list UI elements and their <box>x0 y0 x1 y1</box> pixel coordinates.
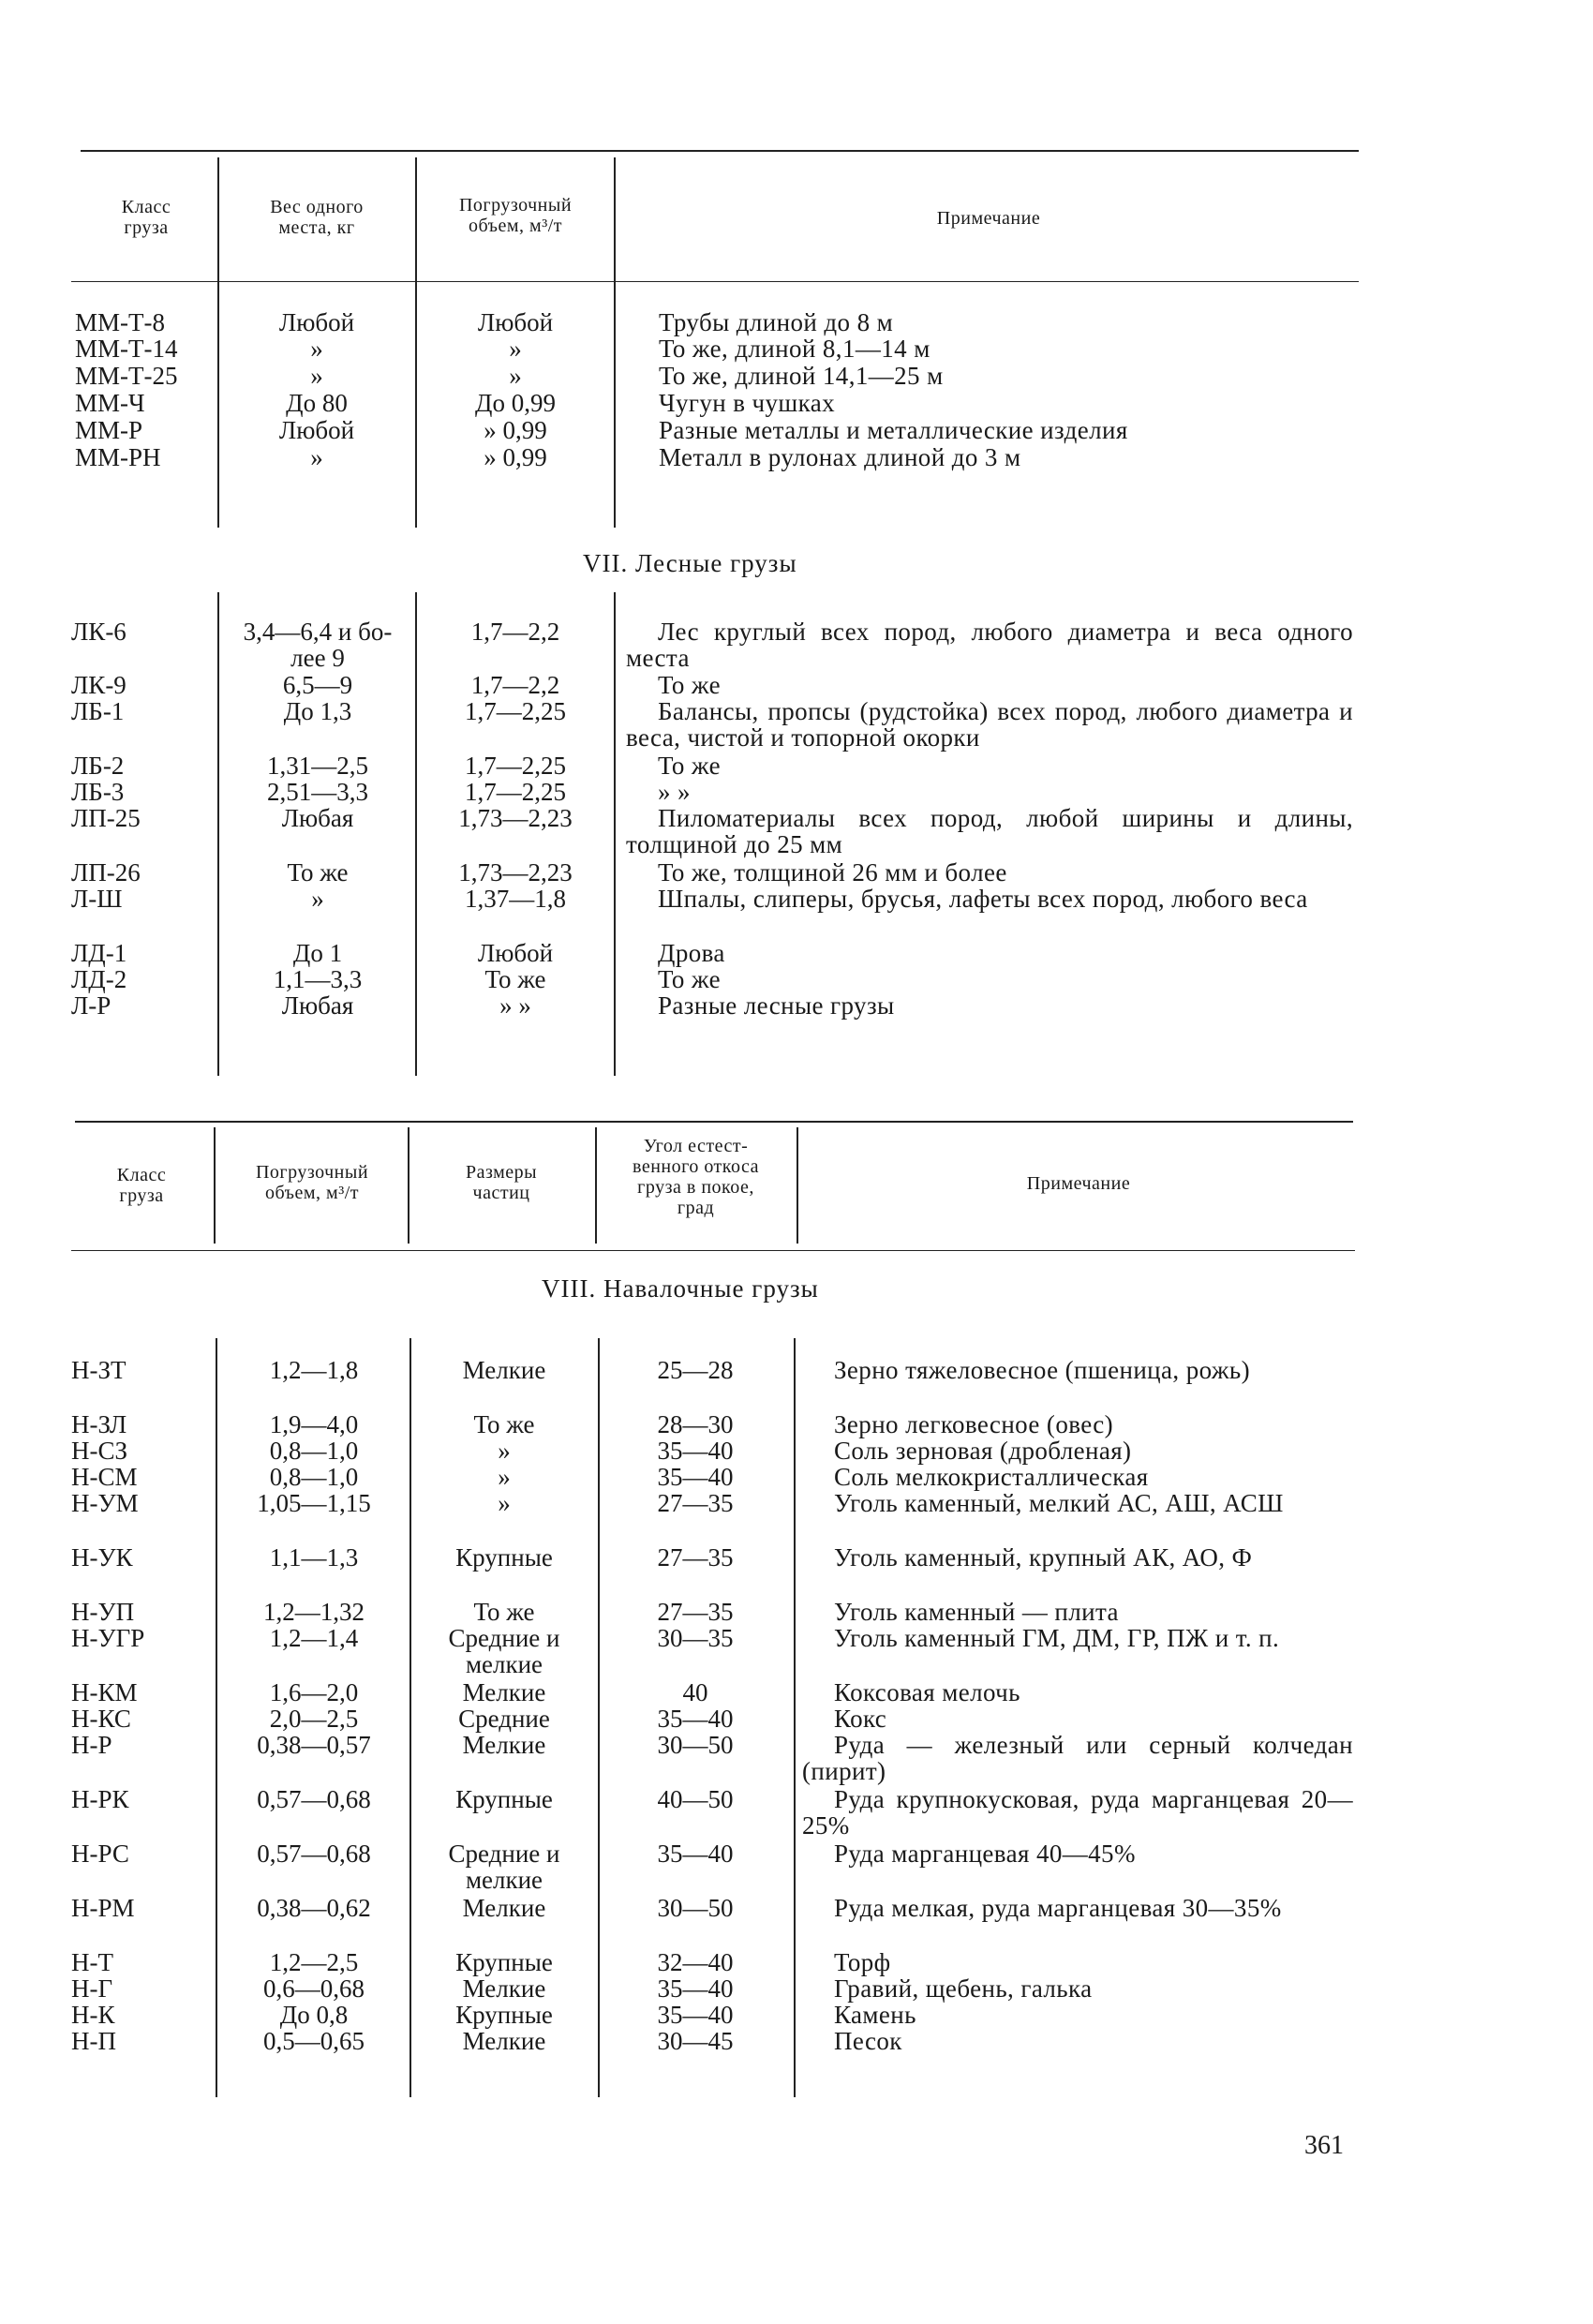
note-cell: То же, длиной 8,1—14 м <box>659 335 930 363</box>
particle-size-cell: Средние и мелкие <box>448 1840 560 1894</box>
cargo-class-cell: Н-П <box>71 2027 116 2055</box>
volume-cell: 0,6—0,68 <box>263 1974 365 2003</box>
note-cell: Соль зерновая (дробленая) <box>834 1437 1132 1465</box>
cargo-class-cell: ММ-Т-25 <box>75 362 178 390</box>
weight-cell: » <box>311 885 324 913</box>
angle-cell: 32—40 <box>657 1948 734 1976</box>
t2-header-volume: Погрузочный объем, м³/т <box>255 1162 369 1203</box>
cargo-class-cell: ММ-Р <box>75 416 143 444</box>
note-cell: Металл в рулонах длиной до 3 м <box>659 443 1021 471</box>
cargo-class-cell: Н-СЗ <box>71 1437 128 1465</box>
volume-cell: 1,9—4,0 <box>269 1410 359 1438</box>
volume-cell: 1,2—2,5 <box>269 1948 359 1976</box>
note-cell: Кокс <box>834 1705 887 1733</box>
angle-cell: 35—40 <box>657 1974 734 2003</box>
volume-cell: 0,8—1,0 <box>269 1463 359 1491</box>
table-row <box>0 859 1593 886</box>
t2h-vline-4 <box>796 1127 798 1244</box>
table-row <box>0 804 1593 858</box>
volume-cell: 0,8—1,0 <box>269 1437 359 1465</box>
weight-cell: » <box>310 443 323 471</box>
cargo-class-cell: ЛД-2 <box>71 965 127 993</box>
table-row <box>0 672 1593 698</box>
table-row <box>0 1411 1593 1438</box>
note-cell: Соль мелкокристаллическая <box>834 1463 1149 1491</box>
cargo-class-cell: ММ-Т-14 <box>75 335 178 363</box>
cargo-class-cell: Н-КМ <box>71 1678 138 1706</box>
particle-size-cell: Мелкие <box>462 1731 546 1759</box>
table1-header-rule <box>71 281 1359 282</box>
cargo-class-cell: ММ-Ч <box>75 389 145 417</box>
table-row <box>0 1599 1593 1625</box>
particle-size-cell: » <box>498 1489 511 1517</box>
particle-size-cell: Мелкие <box>462 1678 546 1706</box>
volume-cell: 0,38—0,62 <box>257 1894 371 1922</box>
angle-cell: 30—50 <box>657 1731 734 1759</box>
t2-header-size: Размеры частиц <box>465 1162 538 1203</box>
particle-size-cell: Мелкие <box>462 2027 546 2055</box>
t2-header-klass: Класс груза <box>116 1165 167 1206</box>
volume-cell: » <box>509 335 522 363</box>
angle-cell: 35—40 <box>657 1463 734 1491</box>
volume-cell: 1,7—2,2 <box>470 671 560 699</box>
particle-size-cell: Средние <box>458 1705 550 1733</box>
table-row <box>0 363 1593 389</box>
volume-cell: » » <box>499 991 531 1020</box>
cargo-class-cell: Н-РС <box>71 1840 129 1868</box>
cargo-class-cell: Н-Р <box>71 1731 112 1759</box>
particle-size-cell: Крупные <box>455 2001 553 2029</box>
note-cell: Руда крупнокусковая, руда марганцевая 20—25% <box>802 1785 1353 1840</box>
angle-cell: 30—45 <box>657 2027 734 2055</box>
weight-cell: » <box>310 362 323 390</box>
volume-cell: 1,7—2,25 <box>465 778 566 806</box>
weight-cell: 1,1—3,3 <box>273 965 363 993</box>
weight-cell: 1,31—2,5 <box>267 752 368 780</box>
volume-cell: 1,1—1,3 <box>269 1543 359 1572</box>
volume-cell: 0,57—0,68 <box>257 1785 371 1813</box>
weight-cell: До 80 <box>286 389 348 417</box>
table-row <box>0 966 1593 992</box>
table-row <box>0 1624 1593 1678</box>
section8-title: VIII. Навалочные грузы <box>542 1274 819 1303</box>
particle-size-cell: Мелкие <box>462 1974 546 2003</box>
volume-cell: 1,7—2,2 <box>470 618 560 646</box>
volume-cell: » 0,99 <box>484 416 547 444</box>
volume-cell: 1,73—2,23 <box>458 804 573 832</box>
table-row <box>0 1785 1593 1840</box>
cargo-class-cell: Н-Т <box>71 1948 113 1976</box>
note-cell: Шпалы, слиперы, брусья, лафеты всех пород, любого веса <box>658 885 1308 913</box>
t2-header-angle: Угол естест- венного откоса груза в покое, град <box>633 1136 759 1218</box>
particle-size-cell: Средние и мелкие <box>448 1624 560 1678</box>
angle-cell: 35—40 <box>657 1840 734 1868</box>
table-row <box>0 2002 1593 2028</box>
t1-header-volume: Погрузочный объем, м³/т <box>458 195 573 236</box>
volume-cell: То же <box>484 965 546 993</box>
table-row <box>0 779 1593 805</box>
table-row <box>0 1357 1593 1383</box>
cargo-class-cell: Н-РМ <box>71 1894 135 1922</box>
weight-cell: То же <box>287 858 349 886</box>
weight-cell: Любой <box>278 308 355 336</box>
angle-cell: 40 <box>682 1678 708 1706</box>
table-row <box>0 444 1593 470</box>
note-cell: То же <box>658 671 721 699</box>
note-cell: » » <box>658 778 691 806</box>
table-row <box>0 992 1593 1019</box>
volume-cell: » 0,99 <box>484 443 547 471</box>
cargo-class-cell: Н-ЗЛ <box>71 1410 127 1438</box>
angle-cell: 35—40 <box>657 1437 734 1465</box>
cargo-class-cell: ЛК-6 <box>71 618 127 646</box>
volume-cell: 2,0—2,5 <box>269 1705 359 1733</box>
cargo-class-cell: Н-Г <box>71 1974 113 2003</box>
volume-cell: 1,6—2,0 <box>269 1678 359 1706</box>
weight-cell: 3,4—6,4 и бо- лее 9 <box>243 618 393 672</box>
table-row <box>0 1706 1593 1732</box>
volume-cell: Любой <box>477 308 554 336</box>
weight-cell: » <box>310 335 323 363</box>
volume-cell: 1,7—2,25 <box>465 752 566 780</box>
cargo-class-cell: Н-РК <box>71 1785 129 1813</box>
t2h-vline-1 <box>214 1127 216 1244</box>
table-row <box>0 1975 1593 2002</box>
table-row <box>0 417 1593 443</box>
note-cell: Чугун в чушках <box>659 389 835 417</box>
weight-cell: Любая <box>281 991 354 1020</box>
t1-header-klass: Класс груза <box>121 197 171 238</box>
section7-title: VII. Лесные грузы <box>583 549 797 577</box>
note-cell: Камень <box>834 2001 916 2029</box>
particle-size-cell: Крупные <box>455 1948 553 1976</box>
table-row <box>0 618 1593 672</box>
cargo-class-cell: Н-УП <box>71 1598 135 1626</box>
note-cell: Уголь каменный, мелкий АС, АШ, АСШ <box>834 1489 1284 1517</box>
table-row <box>0 1731 1593 1785</box>
cargo-class-cell: ЛБ-2 <box>71 752 125 780</box>
note-cell: То же <box>658 752 721 780</box>
note-cell: Руда мелкая, руда марганцевая 30—35% <box>834 1894 1282 1922</box>
particle-size-cell: Крупные <box>455 1543 553 1572</box>
table2-header-rule <box>71 1250 1355 1251</box>
table-row <box>0 886 1593 912</box>
angle-cell: 28—30 <box>657 1410 734 1438</box>
note-cell: Дрова <box>658 939 725 967</box>
volume-cell: 1,2—1,32 <box>263 1598 365 1626</box>
note-cell: Лес круглый всех пород, любого диаметра и веса одного места <box>626 618 1353 672</box>
table2-top-rule <box>75 1121 1353 1123</box>
volume-cell: 1,73—2,23 <box>458 858 573 886</box>
angle-cell: 30—50 <box>657 1894 734 1922</box>
t2h-vline-2 <box>408 1127 409 1244</box>
volume-cell: 1,2—1,4 <box>269 1624 359 1652</box>
volume-cell: 1,37—1,8 <box>465 885 566 913</box>
table-row <box>0 1895 1593 1921</box>
particle-size-cell: » <box>498 1463 511 1491</box>
cargo-class-cell: ЛК-9 <box>71 671 127 699</box>
table-row <box>0 2028 1593 2054</box>
page-number: 361 <box>1304 2131 1344 2160</box>
weight-cell: До 1 <box>292 939 343 967</box>
note-cell: Руда марганцевая 40—45% <box>834 1840 1136 1868</box>
volume-cell: Любой <box>477 939 554 967</box>
angle-cell: 27—35 <box>657 1543 734 1572</box>
table-row <box>0 1438 1593 1464</box>
particle-size-cell: Мелкие <box>462 1356 546 1384</box>
volume-cell: До 0,8 <box>279 2001 349 2029</box>
cargo-class-cell: ЛБ-3 <box>71 778 125 806</box>
table-row <box>0 1949 1593 1975</box>
note-cell: Уголь каменный — плита <box>834 1598 1119 1626</box>
cargo-class-cell: Н-ЗТ <box>71 1356 127 1384</box>
note-cell: Руда — железный или серный колчедан (пирит) <box>802 1731 1353 1785</box>
note-cell: Зерно легковесное (овес) <box>834 1410 1114 1438</box>
cargo-class-cell: ЛБ-1 <box>71 697 125 725</box>
angle-cell: 25—28 <box>657 1356 734 1384</box>
volume-cell: 0,38—0,57 <box>257 1731 371 1759</box>
t1-header-weight: Вес одного места, кг <box>270 197 364 238</box>
table-row <box>0 1679 1593 1706</box>
note-cell: То же, толщиной 26 мм и более <box>658 858 1007 886</box>
volume-cell: 0,57—0,68 <box>257 1840 371 1868</box>
cargo-class-cell: ММ-РН <box>75 443 161 471</box>
cargo-class-cell: Н-УК <box>71 1543 133 1572</box>
cargo-class-cell: ЛП-26 <box>71 858 141 886</box>
volume-cell: До 0,99 <box>475 389 556 417</box>
angle-cell: 27—35 <box>657 1489 734 1517</box>
cargo-class-cell: Н-КС <box>71 1705 131 1733</box>
note-cell: Трубы длиной до 8 м <box>659 308 894 336</box>
t1-header-note: Примечание <box>936 208 1041 229</box>
table1-top-rule <box>81 150 1359 152</box>
table-row <box>0 1490 1593 1516</box>
weight-cell: До 1,3 <box>283 697 352 725</box>
table-row <box>0 390 1593 416</box>
note-cell: То же, длиной 14,1—25 м <box>659 362 944 390</box>
weight-cell: Любая <box>281 804 354 832</box>
particle-size-cell: Мелкие <box>462 1894 546 1922</box>
particle-size-cell: Крупные <box>455 1785 553 1813</box>
note-cell: Пиломатериалы всех пород, любой ширины и длины, толщиной до 25 мм <box>626 804 1353 858</box>
particle-size-cell: То же <box>473 1598 535 1626</box>
cargo-class-cell: ЛП-25 <box>71 804 141 832</box>
note-cell: Балансы, пропсы (рудстойка) всех пород, любого диаметра и веса, чистой и топорной окорки <box>626 697 1353 752</box>
angle-cell: 35—40 <box>657 2001 734 2029</box>
note-cell: Песок <box>834 2027 902 2055</box>
cargo-class-cell: ММ-Т-8 <box>75 308 165 336</box>
t2-header-note: Примечание <box>1026 1173 1131 1194</box>
table-row <box>0 335 1593 362</box>
cargo-class-cell: ЛД-1 <box>71 939 127 967</box>
weight-cell: Любой <box>278 416 355 444</box>
table-row <box>0 309 1593 335</box>
note-cell: Уголь каменный ГМ, ДМ, ГР, ПЖ и т. п. <box>834 1624 1280 1652</box>
note-cell: Торф <box>834 1948 891 1976</box>
note-cell: Гравий, щебень, галька <box>834 1974 1093 2003</box>
volume-cell: 1,2—1,8 <box>269 1356 359 1384</box>
angle-cell: 30—35 <box>657 1624 734 1652</box>
cargo-class-cell: Л-Р <box>71 991 112 1020</box>
particle-size-cell: » <box>498 1437 511 1465</box>
weight-cell: 2,51—3,3 <box>267 778 368 806</box>
volume-cell: 0,5—0,65 <box>263 2027 365 2055</box>
volume-cell: » <box>509 362 522 390</box>
cargo-class-cell: Н-К <box>71 2001 115 2029</box>
cargo-class-cell: Н-УМ <box>71 1489 139 1517</box>
t2h-vline-3 <box>595 1127 597 1244</box>
table-row <box>0 1544 1593 1571</box>
cargo-class-cell: Л-Ш <box>71 885 123 913</box>
particle-size-cell: То же <box>473 1410 535 1438</box>
table-row <box>0 697 1593 752</box>
table-row <box>0 1464 1593 1490</box>
table-row <box>0 1840 1593 1894</box>
note-cell: Зерно тяжеловесное (пшеница, рожь) <box>834 1356 1251 1384</box>
note-cell: То же <box>658 965 721 993</box>
note-cell: Разные металлы и металлические изделия <box>659 416 1128 444</box>
note-cell: Разные лесные грузы <box>658 991 895 1020</box>
weight-cell: 6,5—9 <box>282 671 353 699</box>
angle-cell: 40—50 <box>657 1785 734 1813</box>
angle-cell: 35—40 <box>657 1705 734 1733</box>
table-row <box>0 752 1593 779</box>
volume-cell: 1,05—1,15 <box>257 1489 371 1517</box>
table-row <box>0 940 1593 966</box>
note-cell: Уголь каменный, крупный АК, АО, Ф <box>834 1543 1253 1572</box>
note-cell: Коксовая мелочь <box>834 1678 1020 1706</box>
angle-cell: 27—35 <box>657 1598 734 1626</box>
cargo-class-cell: Н-СМ <box>71 1463 138 1491</box>
cargo-class-cell: Н-УГР <box>71 1624 145 1652</box>
volume-cell: 1,7—2,25 <box>465 697 566 725</box>
